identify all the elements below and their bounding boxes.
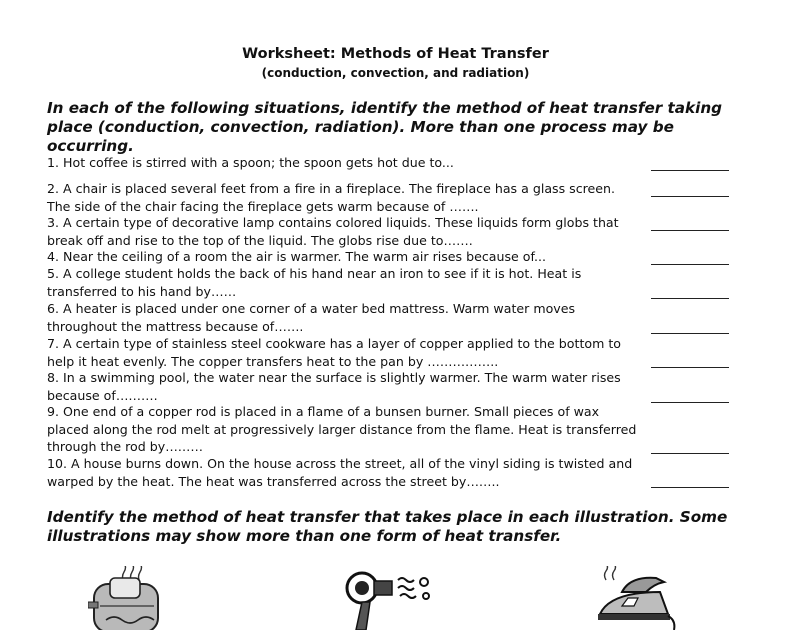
answer-blank-4[interactable] <box>651 264 729 265</box>
answer-blank-3[interactable] <box>651 230 729 231</box>
question-2: 2. A chair is placed several feet from a fire in a fireplace. The fireplace has a glass screen. The side of the chair facing the fireplace gets warm because of ……. <box>47 181 616 214</box>
page-subtitle: (conduction, convection, and radiation) <box>261 66 530 80</box>
page-title: Worksheet: Methods of Heat Transfer <box>242 46 549 62</box>
answer-blank-5[interactable] <box>651 298 729 299</box>
instructions-part1: In each of the following situations, identify the method of heat transfer taking place (conduction, convection, radiation). More than one process may be occurring. <box>47 99 723 155</box>
hair-dryer-icon <box>340 566 440 630</box>
question-5: 5. A college student holds the back of his hand near an iron to see if it is hot. Heat is transferred to his hand by…… <box>47 266 582 299</box>
answer-blank-7[interactable] <box>651 367 729 368</box>
question-4: 4. Near the ceiling of a room the air is warmer. The warm air rises because of... <box>47 249 547 264</box>
answer-blank-9[interactable] <box>651 453 729 454</box>
toaster-icon <box>88 566 168 630</box>
question-6: 6. A heater is placed under one corner of a water bed mattress. Warm water moves throughout the mattress because of……. <box>47 301 576 334</box>
instructions-part2: Identify the method of heat transfer that takes place in each illustration. Some illustrations may show more than one form of heat transfer. <box>47 508 728 545</box>
question-10: 10. A house burns down. On the house across the street, all of the vinyl siding is twisted and warped by the heat. The heat was transferred across the street by…….. <box>47 456 633 489</box>
answer-blank-2[interactable] <box>651 196 729 197</box>
question-8: 8. In a swimming pool, the water near the surface is slightly warmer. The warm water rises because of………. <box>47 370 621 403</box>
answer-blank-8[interactable] <box>651 402 729 403</box>
question-3: 3. A certain type of decorative lamp contains colored liquids. These liquids form globs that break off and rise to the top of the liquid. The globs rise due to……. <box>47 215 619 248</box>
answer-blank-6[interactable] <box>651 333 729 334</box>
iron-icon <box>592 566 682 630</box>
answer-blank-1[interactable] <box>651 170 729 171</box>
question-1: 1. Hot coffee is stirred with a spoon; the spoon gets hot due to... <box>47 155 454 170</box>
question-7: 7. A certain type of stainless steel cookware has a layer of copper applied to the bottom to help it heat evenly. The copper transfers heat to the pan by …………….. <box>47 336 621 369</box>
answer-blank-10[interactable] <box>651 487 729 488</box>
question-9: 9. One end of a copper rod is placed in a flame of a bunsen burner. Small pieces of wax placed along the rod melt at progressively larger distance from the flame. Heat is transferred through the rod by……… <box>47 404 637 454</box>
